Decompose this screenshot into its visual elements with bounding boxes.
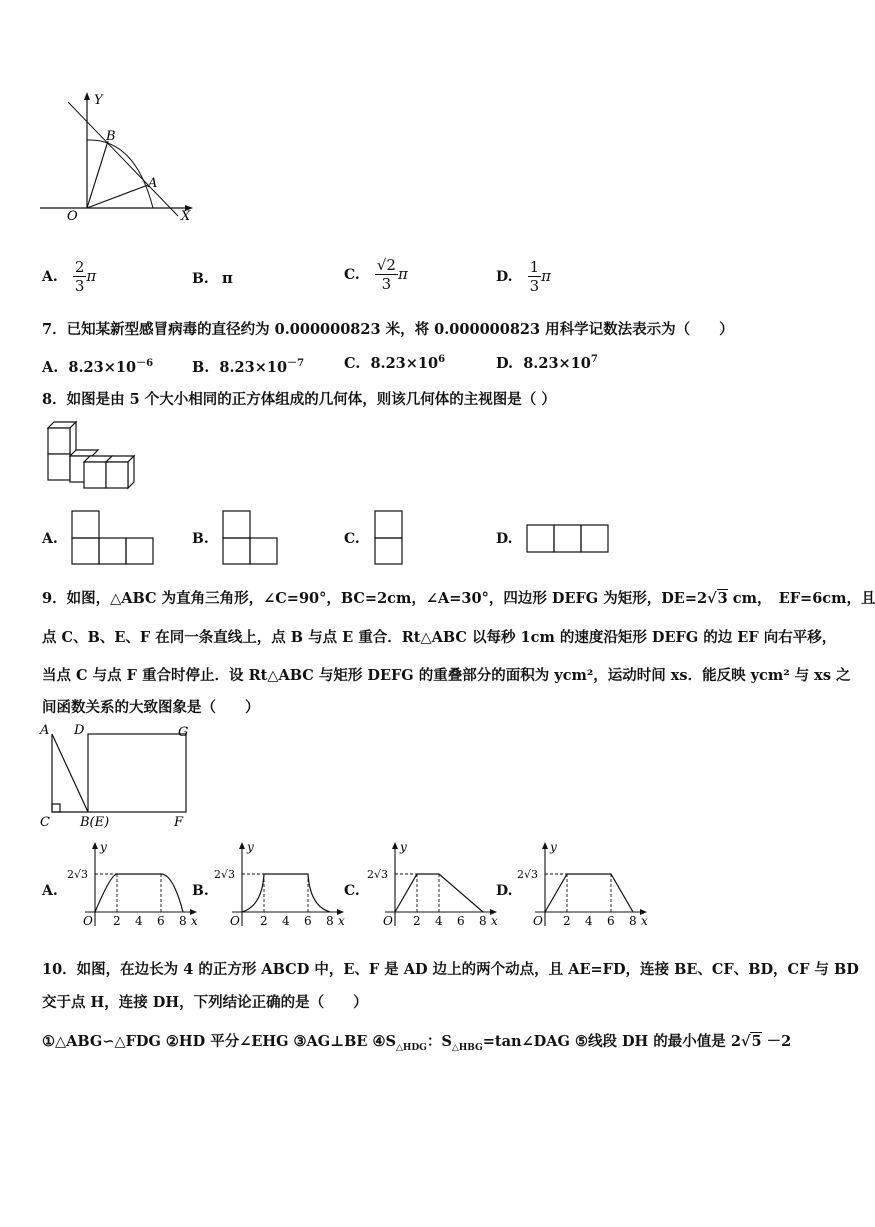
q6-option-b[interactable] (192, 268, 233, 287)
q6-option-c[interactable] (344, 256, 408, 293)
pi-symbol: π (86, 267, 97, 285)
x-tick-label: 4 (585, 914, 593, 928)
q6-figure (35, 88, 200, 228)
q9-option-b-label[interactable]: B. (192, 883, 209, 899)
y-label: y (247, 840, 254, 854)
x-tick-label: 6 (457, 914, 465, 928)
x-tick-label: 2 (413, 914, 421, 928)
q6-option-d[interactable] (496, 258, 551, 295)
x-tick-label: 8 (629, 914, 637, 928)
q7-option-a[interactable]: A. $8.23\times 10^{-6}$ (42, 358, 154, 376)
y-value-label: 2√3 (214, 868, 236, 881)
q9-label-a: A (40, 723, 50, 738)
x-tick-label: 4 (435, 914, 443, 928)
q10-conclusions: ①△ABG∽△FDG ②HD 平分∠EHG ③AG⊥BE $④S_{\triangle HDG}$：$S_{\triangle HBG}=\tan\angle DAG$ ⑤线段 DH 的最小值是 2√5 －2 (42, 1033, 792, 1053)
y-label: y (550, 840, 557, 854)
q6-label-x: X (181, 209, 191, 224)
function-curve (242, 874, 330, 912)
function-curve (545, 874, 633, 912)
q9-label-c: C (40, 815, 50, 830)
y-value-label: 2√3 (67, 868, 89, 881)
q9-option-d-label[interactable]: D. (496, 883, 513, 899)
x-tick-label: 6 (304, 914, 312, 928)
option-text: π (221, 269, 233, 287)
x-tick-label: 6 (607, 914, 615, 928)
q8-option-d-figure[interactable] (526, 524, 610, 554)
option-label: C. (344, 267, 360, 283)
q9-option-b-graph[interactable] (212, 840, 345, 932)
q9-label-d: D (74, 723, 85, 738)
q8-option-a-figure[interactable] (71, 510, 155, 566)
option-label: D. (496, 269, 513, 285)
q9-line3: 当点 C 与点 F 重合时停止．设 Rt△ABC 与矩形 DEFG 的重叠部分的面积为 ycm²，运动时间 xs．能反映 ycm² 与 xs 之 (42, 667, 851, 684)
origin-label: O (230, 914, 240, 928)
q9-line2: 点 C、B、E、F 在同一条直线上，点 B 与点 E 重合．Rt△ABC 以每秒 1cm 的速度沿矩形 DEFG 的边 EF 向右平移， (42, 629, 837, 646)
q9-option-c-label[interactable]: C. (344, 883, 360, 899)
y-axis-arrow (92, 842, 98, 849)
y-label: y (400, 840, 407, 854)
q8-option-a-label[interactable]: A. (42, 531, 58, 547)
x-label: x (491, 914, 498, 928)
q7-option-d[interactable]: D. $8.23\times 10^7$ (496, 354, 598, 372)
x-tick-label: 4 (135, 914, 143, 928)
q10-line2: 交于点 H，连接 DH，下列结论正确的是（ ） (42, 994, 368, 1011)
q9-label-f: F (174, 815, 184, 830)
origin-label: O (533, 914, 543, 928)
y-axis-arrow (392, 842, 398, 849)
x-tick-label: 2 (113, 914, 121, 928)
x-tick-label: 8 (479, 914, 487, 928)
origin-label: O (383, 914, 393, 928)
q6-label-b: B (106, 129, 116, 144)
origin-label: O (83, 914, 93, 928)
x-tick-label: 2 (260, 914, 268, 928)
q7-stem: 7．已知某新型感冒病毒的直径约为 0.000000823 米，将 0.000000823 用科学记数法表示为（ ） (42, 321, 734, 338)
q8-option-d-label[interactable]: D. (496, 531, 513, 547)
option-label: B. (192, 271, 209, 287)
q8-option-c-figure[interactable] (374, 510, 404, 566)
fraction: $\frac{√2}{3}$ (376, 256, 396, 293)
option-label: A. (42, 269, 58, 285)
x-tick-label: 6 (157, 914, 165, 928)
y-value-label: 2√3 (517, 868, 539, 881)
q9-option-c-graph[interactable] (365, 840, 498, 932)
q9-label-g: G (178, 725, 189, 740)
q7-option-b[interactable]: B. $8.23\times 10^{-7}$ (192, 358, 305, 376)
pi-symbol: π (541, 267, 552, 285)
q9-option-d-graph[interactable] (515, 840, 648, 932)
q9-line4: 间函数关系的大致图象是（ ） (42, 699, 260, 716)
q9-option-a-graph[interactable] (65, 840, 198, 932)
x-tick-label: 8 (179, 914, 187, 928)
q8-cube-figure (44, 420, 136, 492)
sqrt: √3 (707, 590, 728, 607)
x-tick-label: 2 (563, 914, 571, 928)
q10-line1: 10．如图，在边长为 4 的正方形 ABCD 中，E、F 是 AD 边上的两个动点，且 AE=FD，连接 BE、CF、BD，CF 与 BD (42, 961, 859, 978)
x-label: x (191, 914, 198, 928)
x-tick-label: 4 (282, 914, 290, 928)
q7-option-c[interactable]: C. $8.23\times 10^6$ (344, 354, 446, 372)
function-curve (95, 874, 183, 912)
q9-option-a-label[interactable]: A. (42, 883, 58, 899)
q9-line1: 9．如图，△ABC 为直角三角形，∠C=90°，BC=2cm，∠A=30°，四边形 DEFG 为矩形，DE=2√3 cm， EF=6cm，且 (42, 590, 875, 607)
q8-stem: 8．如图是由 5 个大小相同的正方体组成的几何体，则该几何体的主视图是（ ） (42, 391, 556, 408)
q8-option-b-label[interactable]: B. (192, 531, 209, 547)
q6-label-y: Y (94, 93, 103, 108)
q6-option-a[interactable] (42, 258, 96, 295)
x-label: x (338, 914, 345, 928)
fraction: $\frac{1}{3}$ (529, 258, 540, 295)
pi-symbol: π (397, 265, 408, 283)
x-label: x (641, 914, 648, 928)
q8-option-b-figure[interactable] (222, 510, 280, 566)
q9-label-b: B(E) (80, 815, 110, 830)
q6-label-a: A (148, 176, 158, 191)
y-axis-arrow (239, 842, 245, 849)
x-tick-label: 8 (326, 914, 334, 928)
q9-figure (38, 720, 198, 832)
fraction: $\frac{2}{3}$ (74, 258, 85, 295)
y-label: y (100, 840, 107, 854)
y-axis-arrow (542, 842, 548, 849)
q6-label-o: O (67, 209, 78, 224)
q8-option-c-label[interactable]: C. (344, 531, 360, 547)
sqrt: √5 (740, 1033, 762, 1050)
y-value-label: 2√3 (367, 868, 389, 881)
